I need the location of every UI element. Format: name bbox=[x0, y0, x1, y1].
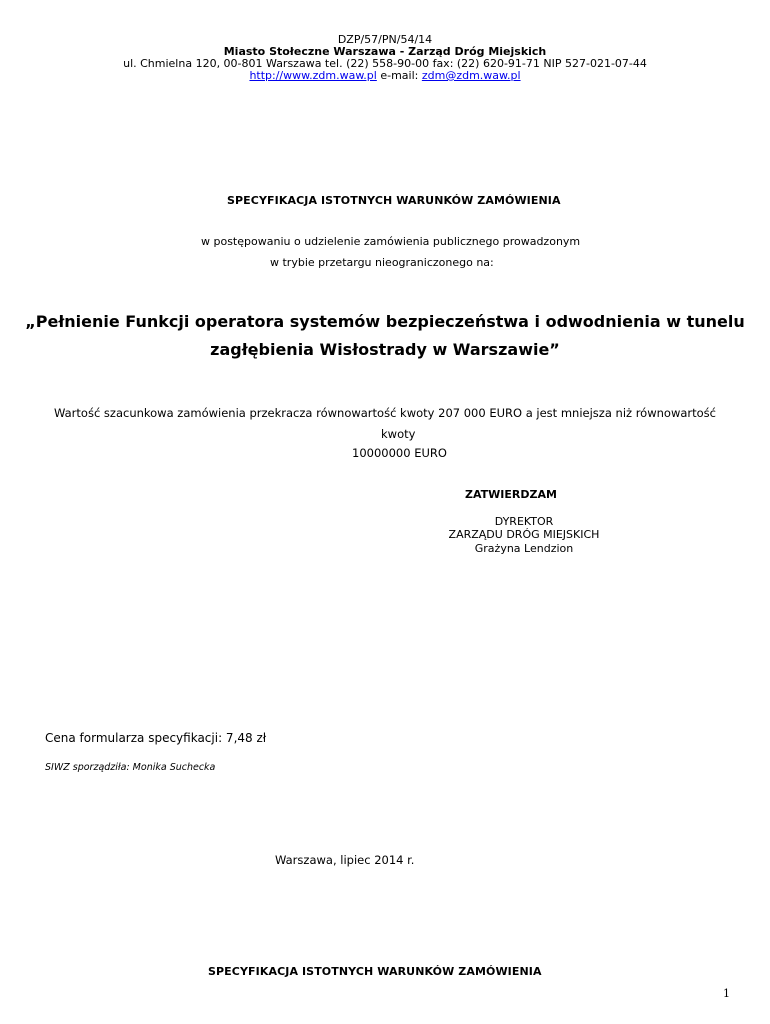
institution-name: Miasto Stołeczne Warszawa - Zarząd Dróg Miejskich bbox=[223, 45, 547, 58]
intro-line-2: w trybie przetargu nieograniczonego na: bbox=[270, 256, 494, 269]
spec-title-repeat: SPECYFIKACJA ISTOTNYCH WARUNKÓW ZAMÓWIENIA bbox=[208, 965, 542, 978]
website-link[interactable]: http://www.zdm.waw.pl bbox=[249, 69, 377, 82]
email-link[interactable]: zdm@zdm.waw.pl bbox=[421, 69, 521, 82]
email-label: e-mail: bbox=[376, 69, 422, 82]
approver-name: Grażyna Lendzion bbox=[474, 542, 574, 555]
spec-title: SPECYFIKACJA ISTOTNYCH WARUNKÓW ZAMÓWIENIA bbox=[227, 194, 561, 207]
subject-title-line-1: „Pełnienie Funkcji operatora systemów bezpieczeństwa i odwodnienia w tunelu bbox=[25, 312, 745, 331]
value-line-2: kwoty bbox=[381, 427, 416, 441]
approval-role-line-2: ZARZĄDU DRÓG MIEJSKICH bbox=[448, 528, 600, 541]
approval-label: ZATWIERDZAM bbox=[465, 488, 557, 501]
approval-role-line-1: DYREKTOR bbox=[494, 515, 554, 528]
specification-price: Cena formularza specyfikacji: 7,48 zł bbox=[45, 731, 267, 745]
contact-line bbox=[0, 70, 770, 82]
institution-address: ul. Chmielna 120, 00-801 Warszawa tel. (22) 558-90-00 fax: (22) 620-91-71 NIP 527-021-07-44 bbox=[123, 57, 647, 70]
document-author: SIWZ sporządziła: Monika Suchecka bbox=[45, 762, 216, 773]
place-date: Warszawa, lipiec 2014 r. bbox=[275, 853, 415, 867]
intro-line-1: w postępowaniu o udzielenie zamówienia publicznego prowadzonym bbox=[201, 235, 581, 248]
value-line-3: 10000000 EURO bbox=[352, 446, 447, 460]
subject-title-line-2: zagłębienia Wisłostrady w Warszawie” bbox=[210, 340, 560, 359]
document-reference: DZP/57/PN/54/14 bbox=[337, 33, 433, 46]
page-number: 1 bbox=[723, 987, 730, 1000]
value-line-1: Wartość szacunkowa zamówienia przekracza równowartość kwoty 207 000 EURO a jest mniejsza niż równowartość bbox=[54, 406, 716, 420]
